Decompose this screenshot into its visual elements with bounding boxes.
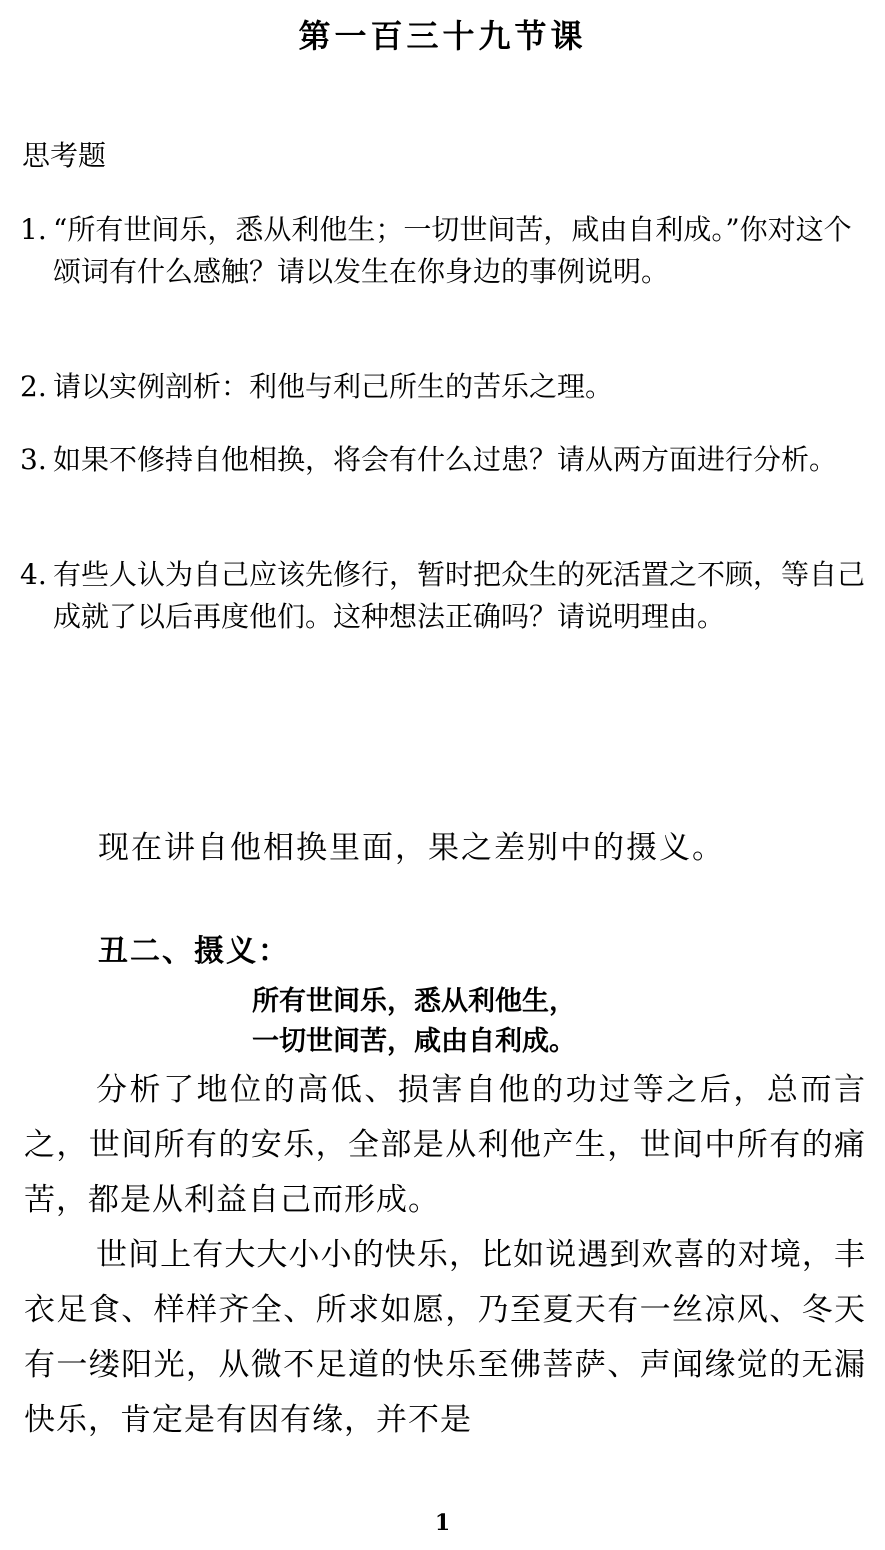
questions-heading: 思考题 xyxy=(22,139,107,172)
verse-line: 一切世间苦，咸由自利成。 xyxy=(252,1026,576,1057)
question-item xyxy=(20,209,865,293)
body-paragraph: 分析了地位的高低、损害自他的功过等之后，总而言之，世间所有的安乐，全部是从利他产生，世间中所有的痛苦，都是从利益自己而形成。 xyxy=(24,1072,866,1218)
body-paragraph: 世间上有大大小小的快乐，比如说遇到欢喜的对境，丰衣足食、样样齐全、所求如愿，乃至夏天有一丝凉风、冬天有一缕阳光，从微不足道的快乐至佛菩萨、声闻缘觉的无漏快乐，肯定是有因有缘，并不是 xyxy=(24,1237,866,1438)
question-number: 2. xyxy=(20,370,47,403)
question-item xyxy=(20,366,865,408)
question-text: 请以实例剖析：利他与利己所生的苦乐之理。 xyxy=(53,370,614,403)
question-text: “所有世间乐，悉从利他生；一切世间苦，咸由自利成。”你对这个颂词有什么感触？请以发生在你身边的事例说明。 xyxy=(53,213,852,288)
question-item xyxy=(20,439,865,481)
intro-text: 现在讲自他相换里面，果之差别中的摄义。 xyxy=(98,830,725,866)
section-heading: 丑二、摄义： xyxy=(98,934,290,969)
question-item xyxy=(20,554,865,638)
verse-line: 所有世间乐，悉从利他生， xyxy=(252,986,576,1017)
question-number: 3. xyxy=(20,443,47,476)
question-number: 1. xyxy=(20,213,47,246)
question-text: 如果不修持自他相换，将会有什么过患？请从两方面进行分析。 xyxy=(53,443,838,476)
question-number: 4. xyxy=(20,558,47,591)
page-number: 1 xyxy=(434,1510,451,1536)
question-text: 有些人认为自己应该先修行，暂时把众生的死活置之不顾，等自己成就了以后再度他们。这种想法正确吗？请说明理由。 xyxy=(53,558,866,633)
lesson-title: 第一百三十九节课 xyxy=(298,17,587,55)
